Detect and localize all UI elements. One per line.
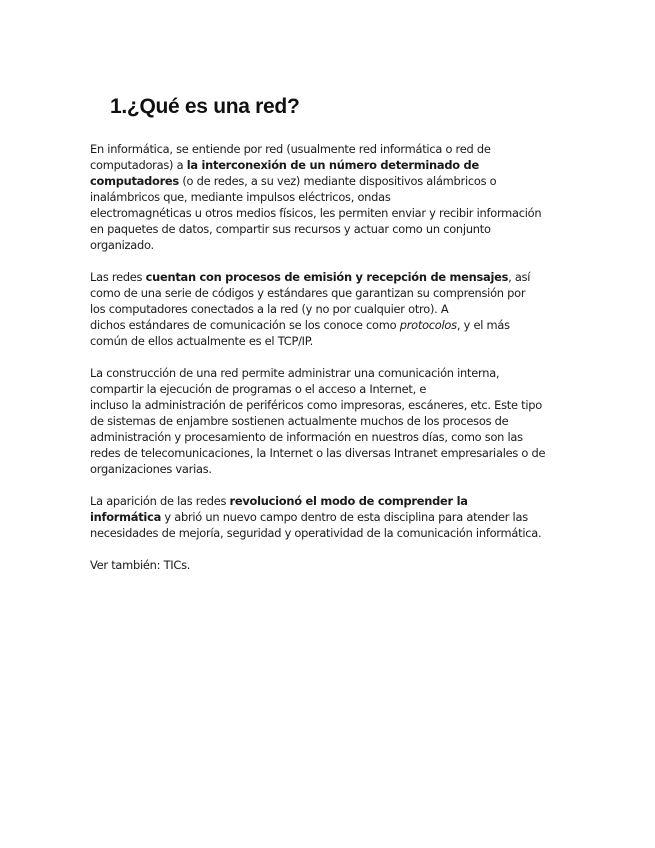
paragraph-construction <box>90 365 570 477</box>
text-line: necesidades de mejoría, seguridad y operatividad de la comunicación informática. <box>90 526 542 540</box>
bold-text: cuentan con procesos de emisión y recepción de mensajes <box>145 270 509 284</box>
text-line: electromagnéticas u otros medios físicos, les permiten enviar y recibir información <box>90 206 542 220</box>
text-line <box>90 509 570 525</box>
bold-text: computadores <box>90 174 179 188</box>
paragraph-revolution <box>90 493 570 541</box>
text-run: , y el más <box>456 318 510 332</box>
document-body <box>90 141 570 589</box>
see-also-text: Ver también: TICs. <box>90 558 191 572</box>
text-run: (o de redes, a su vez) mediante dispositivos alámbricos o <box>178 174 497 188</box>
text-line: La construcción de una red permite administrar una comunicación interna, <box>90 366 500 380</box>
text-line: de sistemas de enjambre sostienen actualmente muchos de los procesos de <box>90 414 509 428</box>
text-line <box>90 173 570 189</box>
text-line: redes de telecomunicaciones, la Internet o las diversas Intranet empresariales o de <box>90 446 546 460</box>
text-run: y abrió un nuevo campo dentro de esta disciplina para atender las <box>161 510 528 524</box>
text-line <box>90 157 570 173</box>
text-run: dichos estándares de comunicación se los conoce como <box>90 318 400 332</box>
section-heading: 1.¿Qué es una red? <box>110 95 300 118</box>
text-line: inalámbricos que, mediante impulsos eléctricos, ondas <box>90 190 391 204</box>
text-line: como de una serie de códigos y estándares que garantizan su comprensión por <box>90 286 526 300</box>
text-line: administración y procesamiento de información en nuestros días, como son las <box>90 430 523 444</box>
bold-text: informática <box>90 510 162 524</box>
text-line: En informática, se entiende por red (usualmente red informática o red de <box>90 142 491 156</box>
text-line: en paquetes de datos, compartir sus recursos y actuar como un conjunto <box>90 222 491 236</box>
bold-text: la interconexión de un número determinado de <box>186 158 479 172</box>
paragraph-protocols <box>90 269 570 349</box>
text-line: organizaciones varias. <box>90 462 212 476</box>
text-line <box>90 269 570 285</box>
text-run: Las redes <box>90 270 146 284</box>
text-run: computadoras) a <box>90 158 187 172</box>
text-run: La aparición de las redes <box>90 494 230 508</box>
text-line <box>90 493 570 509</box>
paragraph-definition <box>90 141 570 253</box>
text-line: incluso la administración de periféricos como impresoras, escáneres, etc. Este tipo <box>90 398 542 412</box>
text-line: los computadores conectados a la red (y no por cualquier otro). A <box>90 302 449 316</box>
text-line: organizado. <box>90 238 154 252</box>
bold-text: revolucionó el modo de comprender la <box>229 494 468 508</box>
text-line <box>90 317 570 333</box>
italic-text: protocolos <box>399 318 457 332</box>
text-run: , así <box>508 270 531 284</box>
paragraph-see-also <box>90 557 570 573</box>
text-line: común de ellos actualmente es el TCP/IP. <box>90 334 313 348</box>
text-line: compartir la ejecución de programas o el acceso a Internet, e <box>90 382 427 396</box>
